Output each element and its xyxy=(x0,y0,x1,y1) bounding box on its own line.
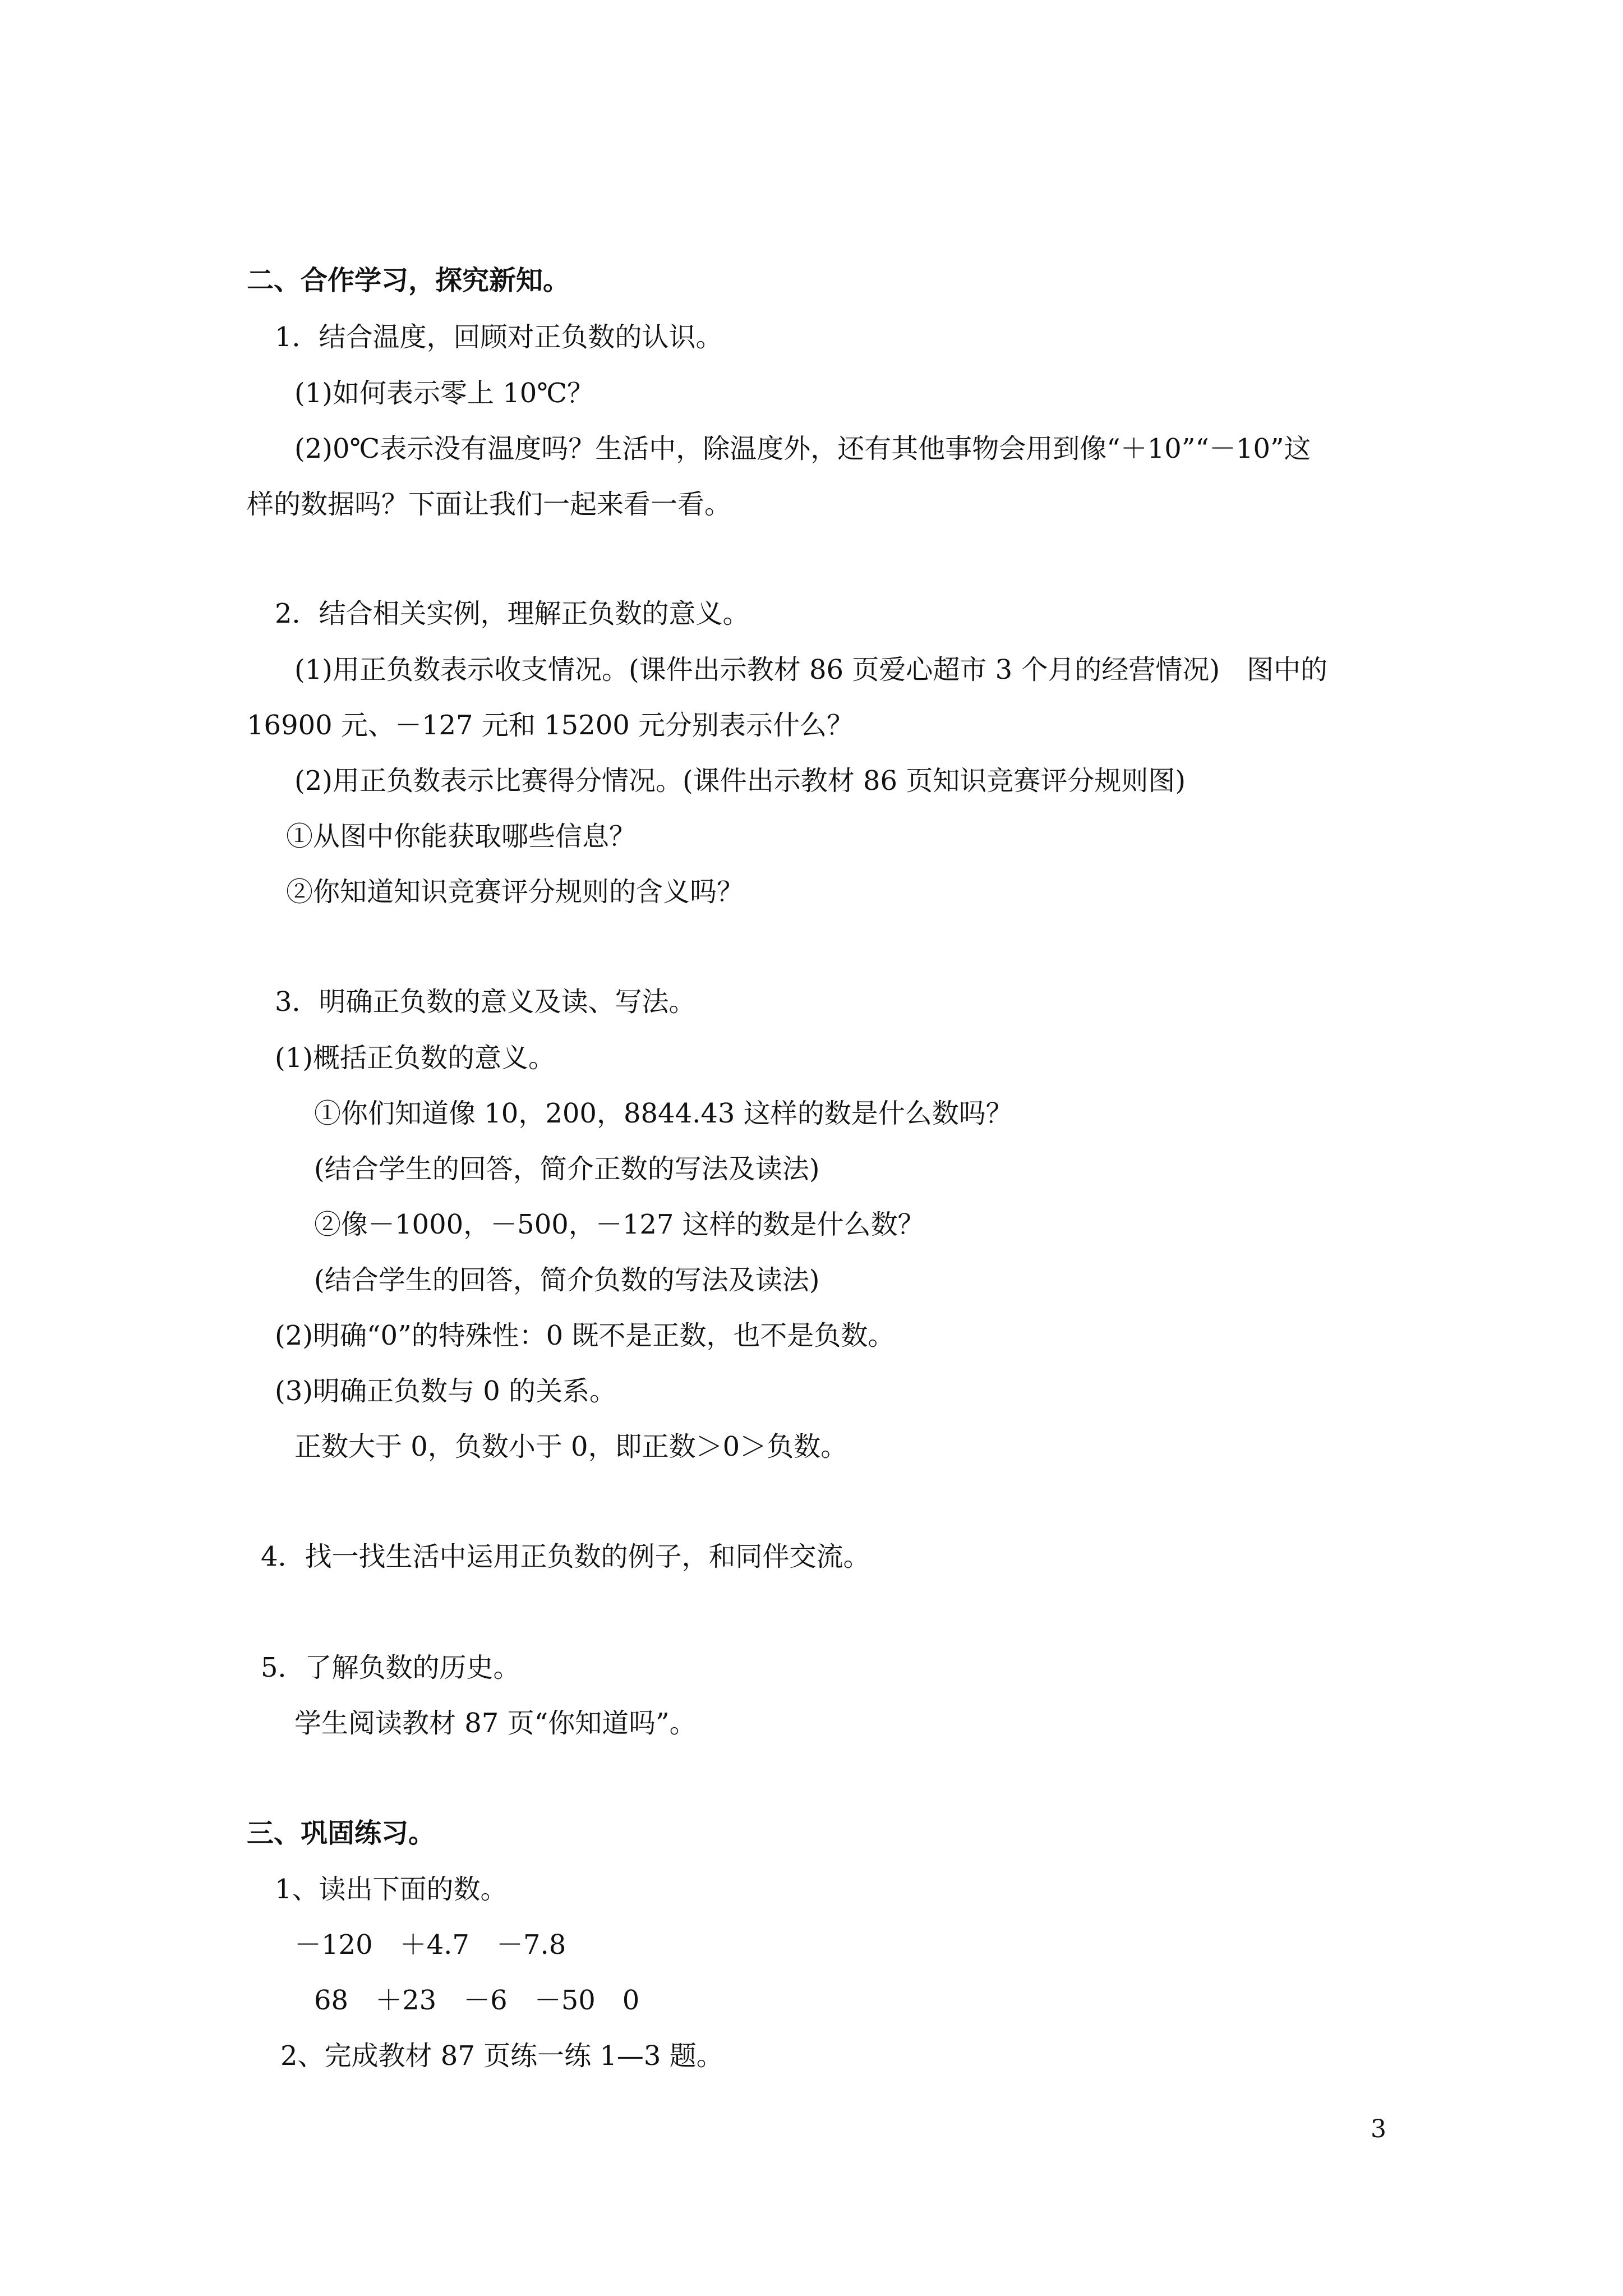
item-1-question-1: (1)如何表示零上 10℃？ xyxy=(294,378,594,409)
page-number: 3 xyxy=(1371,2115,1386,2143)
item-3-step-1-note-b: (结合学生的回答，简介负数的写法及读法) xyxy=(314,1264,820,1296)
item-1-question-2-line-1: (2)0℃表示没有温度吗？生活中，除温度外，还有其他事物会用到像“＋10”“－10”这 xyxy=(294,433,1311,464)
item-2-title: 2．结合相关实例，理解正负数的意义。 xyxy=(275,598,750,629)
exercise-2-title: 2、完成教材 87 页练一练 1—3 题。 xyxy=(280,2040,723,2072)
item-3-step-1-note-a: (结合学生的回答，简介正数的写法及读法) xyxy=(314,1153,820,1185)
item-1-question-2-line-2: 样的数据吗？下面让我们一起来看一看。 xyxy=(247,489,732,520)
item-2-part-1-line-1: (1)用正负数表示收支情况。(课件出示教材 86 页爱心超市 3 个月的经营情况) 图中的 xyxy=(294,654,1328,685)
exercise-1-numbers-row-1: －120 ＋4.7 －7.8 xyxy=(294,1929,566,1961)
item-1-title: 1．结合温度，回顾对正负数的认识。 xyxy=(275,321,723,353)
item-3-step-1-question-b: ②像－1000，－500，－127 这样的数是什么数？ xyxy=(314,1209,925,1240)
exercise-1-numbers-row-2: 68 ＋23 －6 －50 0 xyxy=(314,1985,640,2016)
item-2-part-2-question-a: ①从图中你能获取哪些信息？ xyxy=(286,821,637,852)
section-2-heading: 二、合作学习，探究新知。 xyxy=(247,265,570,296)
exercise-1-title: 1、读出下面的数。 xyxy=(275,1874,508,1905)
item-5-title: 5．了解负数的历史。 xyxy=(261,1652,520,1683)
section-3-heading: 三、巩固练习。 xyxy=(247,1818,436,1849)
item-2-part-1-line-2: 16900 元、－127 元和 15200 元分别表示什么？ xyxy=(247,710,854,741)
item-2-part-2-question-b: ②你知道知识竞赛评分规则的含义吗？ xyxy=(286,876,744,908)
item-5-text: 学生阅读教材 87 页“你知道吗”。 xyxy=(294,1708,697,1739)
item-4-title: 4．找一找生活中运用正负数的例子，和同伴交流。 xyxy=(261,1541,870,1572)
item-3-step-1: (1)概括正负数的意义。 xyxy=(275,1042,555,1074)
item-3-step-1-question-a: ①你们知道像 10，200，8844.43 这样的数是什么数吗？ xyxy=(314,1098,1013,1129)
item-3-step-2: (2)明确“0”的特殊性：0 既不是正数，也不是负数。 xyxy=(275,1320,895,1351)
item-3-step-3-text: 正数大于 0，负数小于 0，即正数＞0＞负数。 xyxy=(294,1431,848,1462)
item-3-title: 3．明确正负数的意义及读、写法。 xyxy=(275,986,696,1018)
item-2-part-2: (2)用正负数表示比赛得分情况。(课件出示教材 86 页知识竞赛评分规则图) xyxy=(294,765,1186,797)
item-3-step-3: (3)明确正负数与 0 的关系。 xyxy=(275,1375,617,1407)
